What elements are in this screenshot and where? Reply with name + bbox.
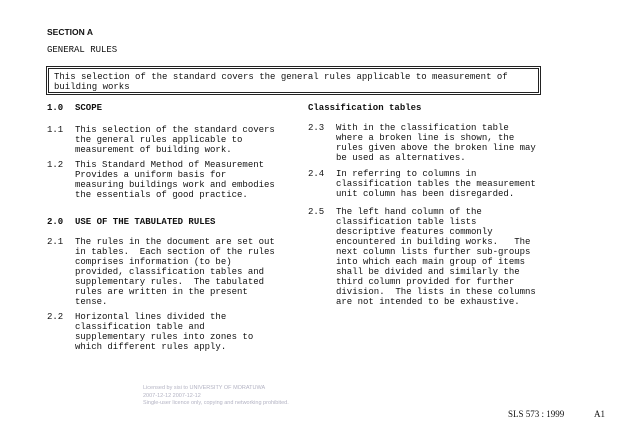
- clause-text: The rules in the document are set out in tables. Each section of the rules comprises information (to be) provided, classification tables and supplementary rules. The tabulated rules are written in the present tense.: [75, 237, 275, 307]
- clause-text: With in the classification table where a broken line is shown, the rules given above the broken line may be used as alternatives.: [336, 123, 536, 163]
- licence-watermark: [143, 385, 289, 408]
- clause-number: 1.2: [47, 160, 64, 170]
- clause-number: 2.2: [47, 312, 64, 322]
- section-label: SECTION A: [47, 27, 93, 37]
- scope-heading: SCOPE: [75, 103, 103, 113]
- clause-text: Horizontal lines divided the classification table and supplementary rules into zones to which different rules apply.: [75, 312, 254, 352]
- watermark-line-3: Single-user licence only, copying and networking prohibited.: [143, 400, 289, 406]
- clause-number: 2.5: [308, 207, 325, 217]
- watermark-line-2: 2007-12-12 2007-12-12: [143, 392, 201, 399]
- clause-number: 2.1: [47, 237, 64, 247]
- clause-text: This selection of the standard covers the general rules applicable to measurement of building work.: [75, 125, 275, 155]
- scope-number: 1.0: [47, 103, 64, 113]
- clause-text: The left hand column of the classification table lists descriptive features commonly encountered in building works. The next column lists further sub-groups into which each main group of items shall be divided and similarly the third column provided for further division. The lists in these columns are not intended to be exhaustive.: [336, 207, 536, 307]
- tabulated-heading: USE OF THE TABULATED RULES: [75, 217, 216, 227]
- section-title: GENERAL RULES: [47, 45, 118, 55]
- clause-text: In referring to columns in classification tables the measurement unit column has been disregarded.: [336, 169, 536, 199]
- classification-heading: Classification tables: [308, 103, 422, 113]
- standard-code: SLS 573 : 1999: [508, 409, 565, 419]
- clause-number: 2.4: [308, 169, 325, 179]
- clause-number: 2.3: [308, 123, 325, 133]
- clause-number: 1.1: [47, 125, 64, 135]
- intro-line-1: This selection of the standard covers the general rules applicable to measurement of: [54, 72, 508, 82]
- watermark-line-1: Licensed by sisi to UNIVERSITY OF MORATUWA: [143, 385, 266, 391]
- intro-line-2: building works: [54, 82, 130, 92]
- tabulated-number: 2.0: [47, 217, 64, 227]
- page-number: A1: [594, 409, 605, 419]
- clause-text: This Standard Method of Measurement Provides a uniform basis for measuring buildings work and embodies the essentials of good practice.: [75, 160, 275, 200]
- intro-box: [48, 68, 539, 93]
